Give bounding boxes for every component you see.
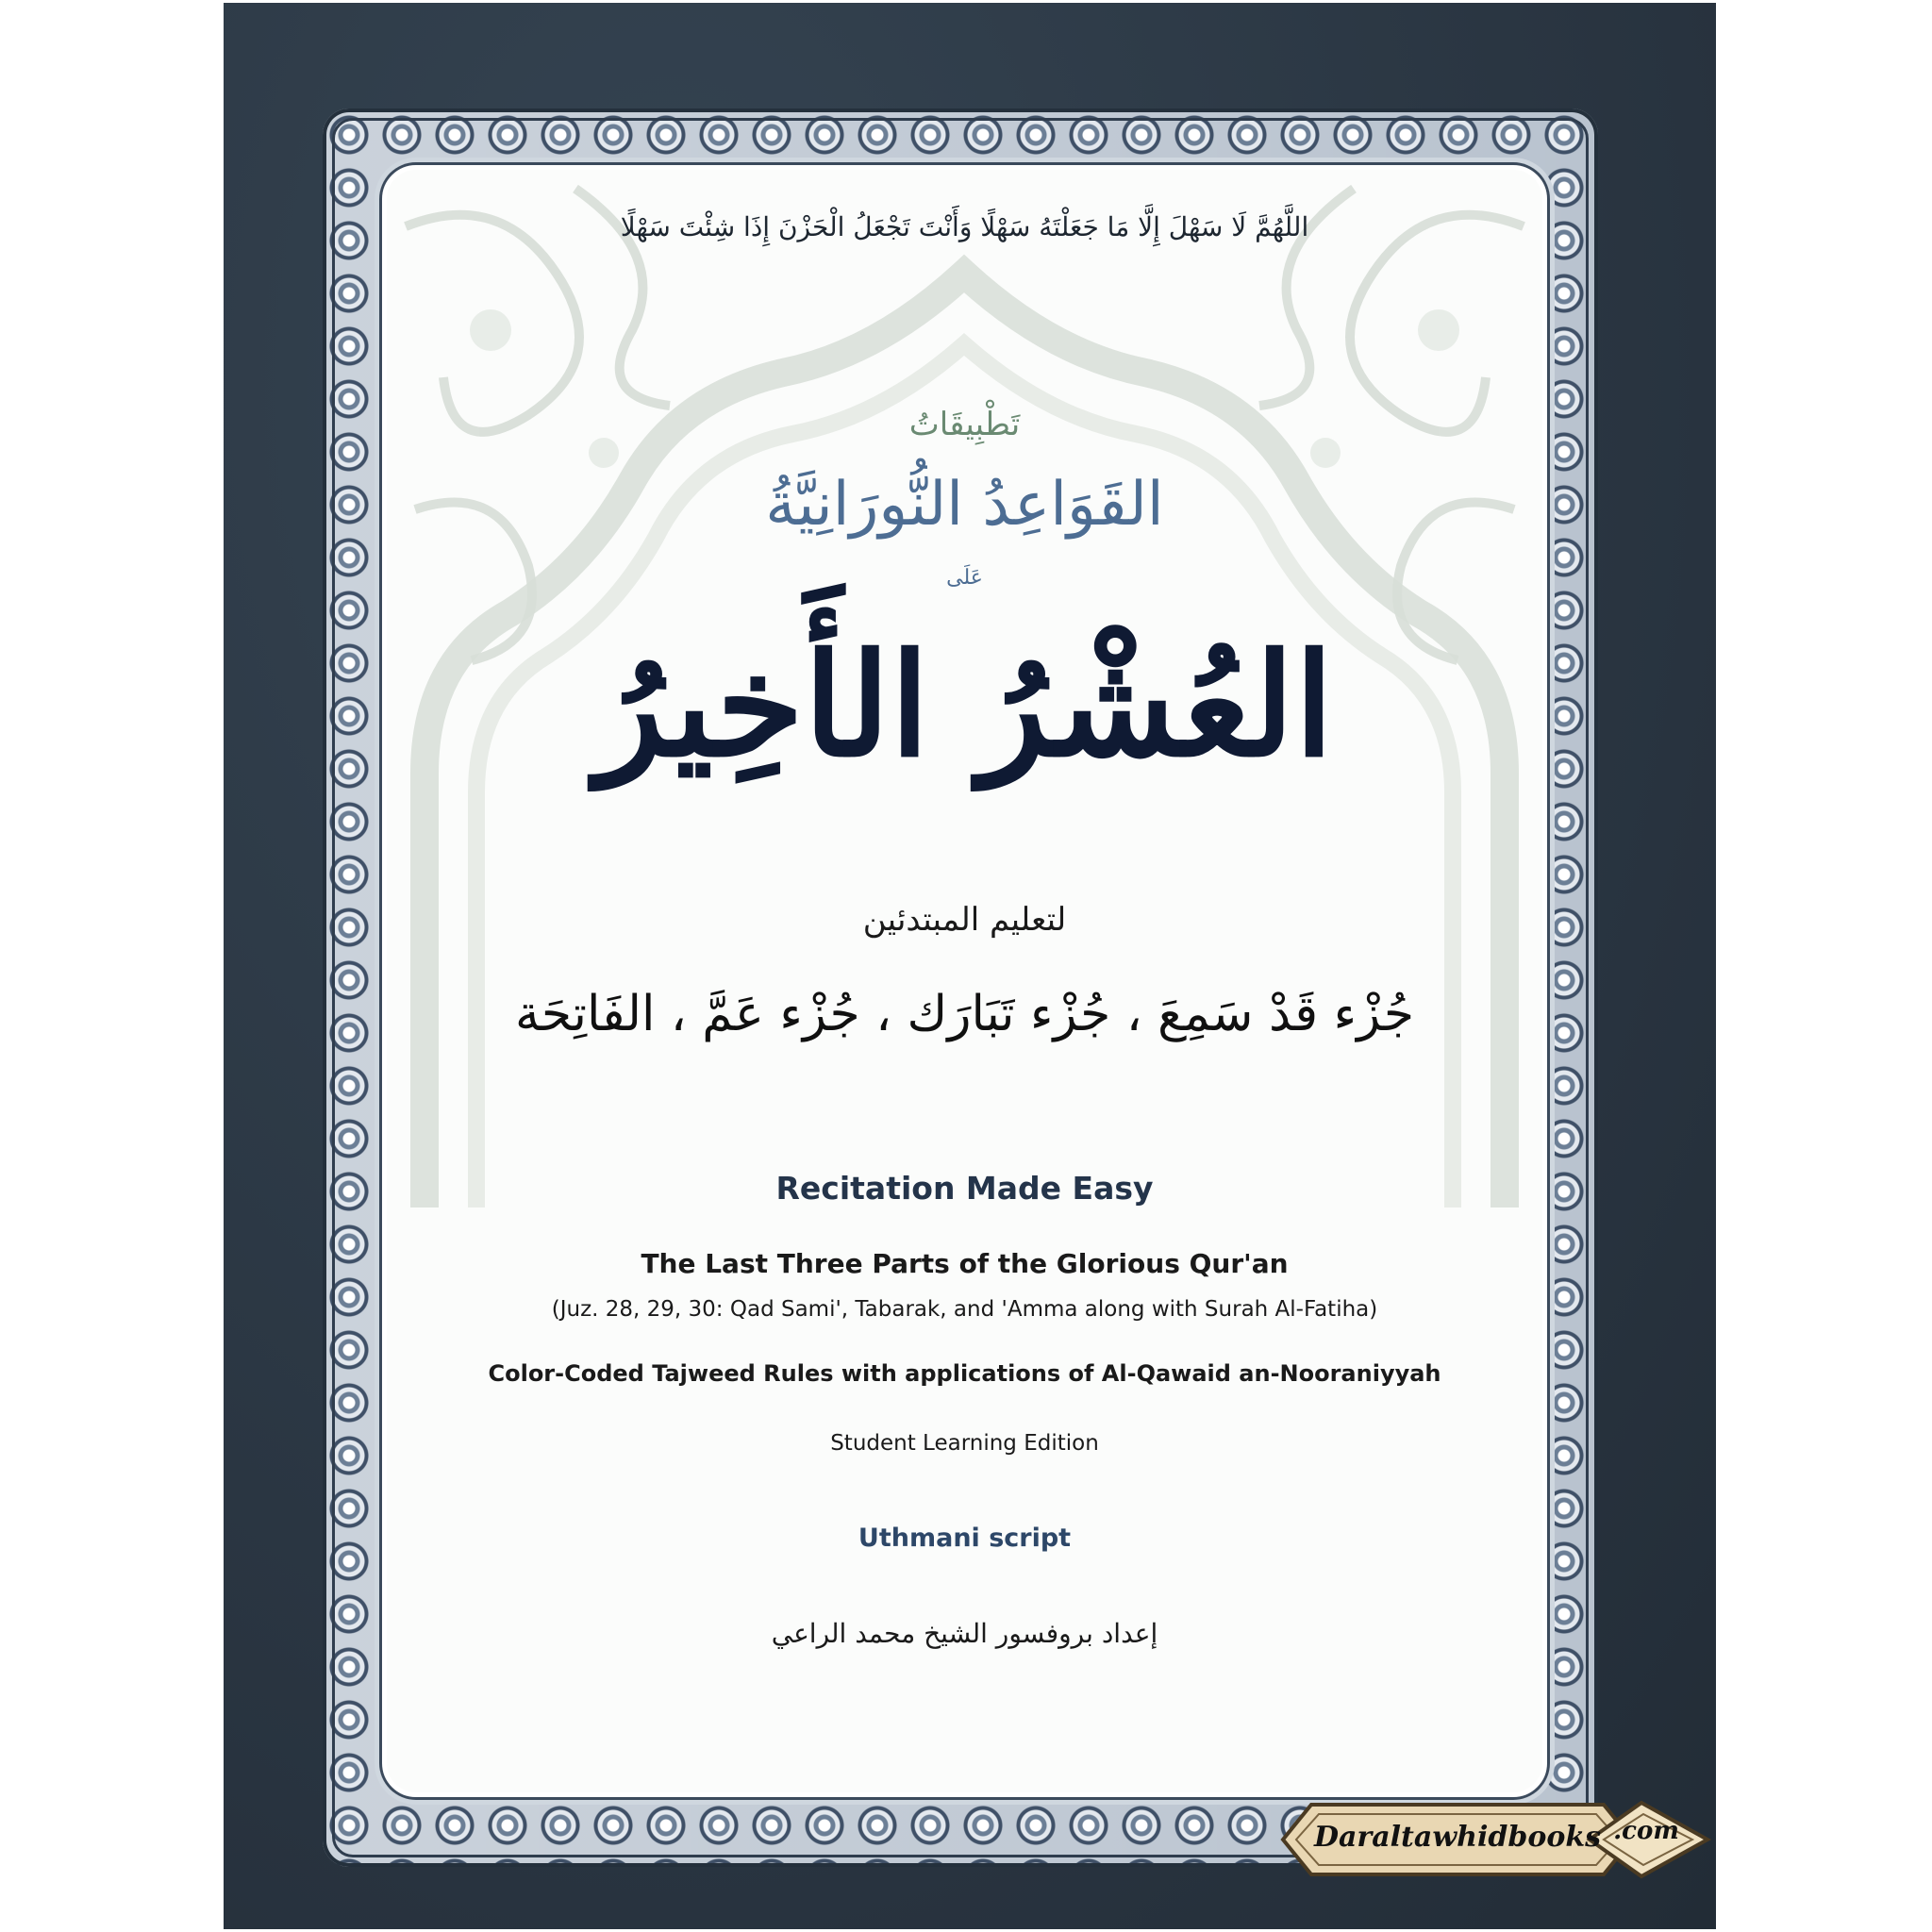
english-title: Recitation Made Easy xyxy=(775,1170,1154,1207)
dua-line: اللَّهُمَّ لَا سَهْلَ إِلَّا مَا جَعَلْتَهُ سَهْلًا وَأَنْتَ تَجْعَلُ الْحَزْنَ إِذَا شِئْتَ سَهْلًا xyxy=(620,211,1309,242)
watermark-text: Daraltawhidbooks xyxy=(1313,1821,1602,1854)
for-beginners-label: لتعليم المبتدئين xyxy=(862,901,1067,939)
watermark-suffix: .com xyxy=(1613,1817,1679,1845)
ala-label: عَلَى xyxy=(946,566,983,590)
cover-inner-panel xyxy=(382,165,1547,1797)
tatbiqat-label: تَطْبِيقَاتُ xyxy=(908,406,1021,443)
script-label: Uthmani script xyxy=(858,1524,1072,1553)
english-subtitle: The Last Three Parts of the Glorious Qur'an xyxy=(641,1248,1289,1279)
author-credit: إعداد بروفسور الشيخ محمد الراعي xyxy=(771,1618,1158,1649)
edition-label: Student Learning Edition xyxy=(830,1431,1099,1456)
juz-details: (Juz. 28, 29, 30: Qad Sami', Tabarak, and 'Amma along with Surah Al-Fatiha) xyxy=(551,1297,1378,1322)
main-arabic-title: العُشْرُ الأَخِيرُ xyxy=(595,623,1334,789)
tajweed-line: Color-Coded Tajweed Rules with applications of Al-Qawaid an-Nooraniyyah xyxy=(488,1360,1441,1387)
qawaid-title: القَوَاعِدُ النُّورَانِيَّةُ xyxy=(765,470,1164,540)
juz-list-arabic: جُزْء قَدْ سَمِعَ ، جُزْء تَبَارَك ، جُزْء عَمَّ ، الفَاتِحَة xyxy=(515,986,1414,1042)
